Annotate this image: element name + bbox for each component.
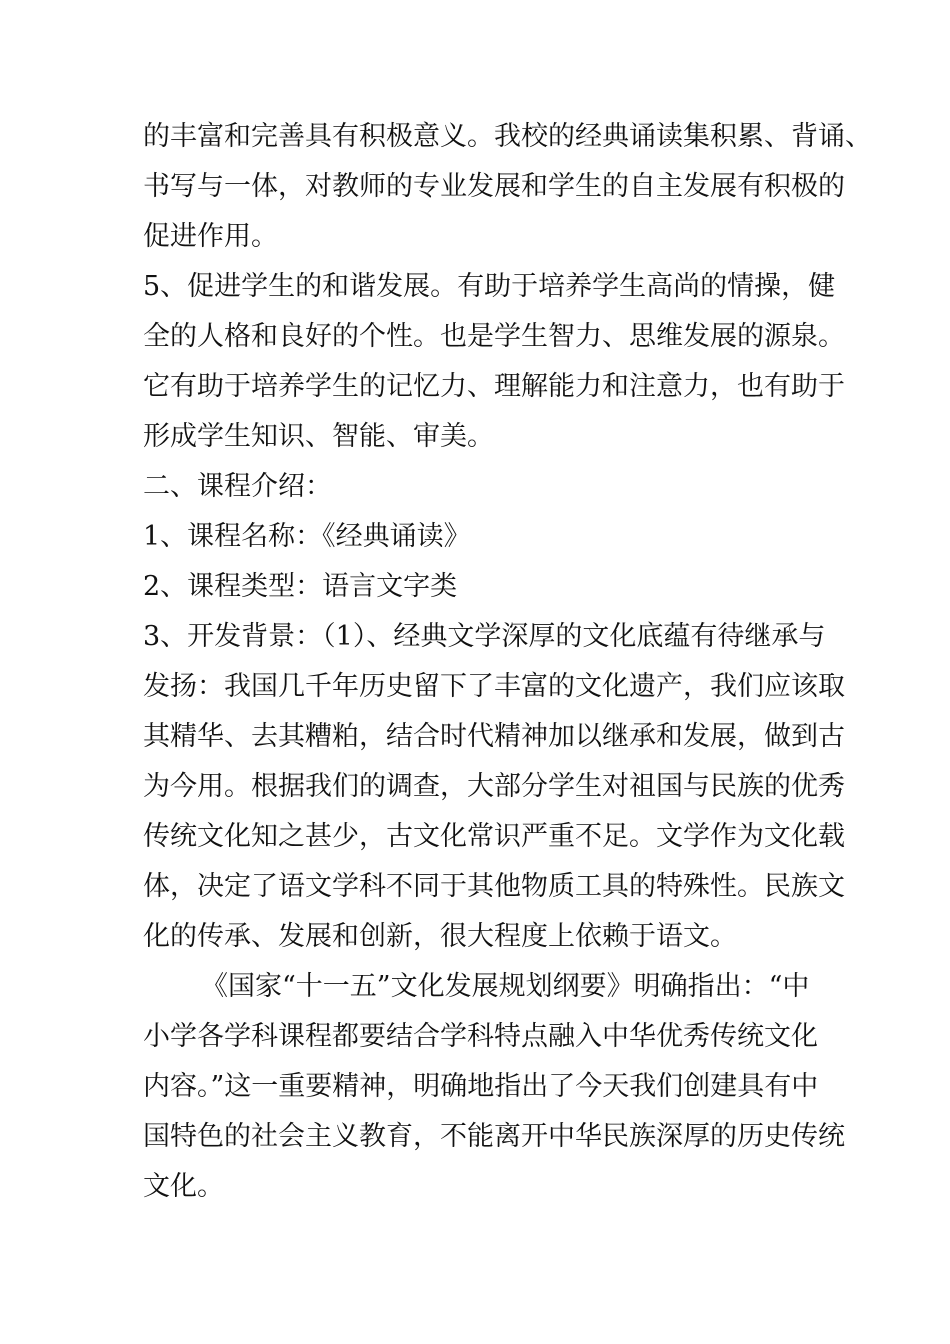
text-line: 文化。 bbox=[143, 1171, 224, 1202]
text-line: 2、课程类型：语言文字类 bbox=[143, 571, 458, 602]
text-line: 《国家“十一五”文化发展规划纲要》明确指出：“中 bbox=[201, 971, 810, 1002]
text-line: 它有助于培养学生的记忆力、理解能力和注意力，也有助于 bbox=[143, 371, 845, 402]
text-line: 国特色的社会主义教育，不能离开中华民族深厚的历史传统 bbox=[143, 1121, 845, 1152]
text-line: 5、促进学生的和谐发展。有助于培养学生高尚的情操，健 bbox=[143, 271, 836, 302]
text-line: 其精华、去其糟粕，结合时代精神加以继承和发展，做到古 bbox=[143, 721, 845, 752]
text-line: 小学各学科课程都要结合学科特点融入中华优秀传统文化 bbox=[143, 1021, 818, 1052]
text-line: 3、开发背景：（1）、经典文学深厚的文化底蕴有待继承与 bbox=[143, 621, 826, 652]
text-line: 体，决定了语文学科不同于其他物质工具的特殊性。民族文 bbox=[143, 871, 845, 902]
text-line: 促进作用。 bbox=[143, 221, 278, 252]
text-line: 传统文化知之甚少，古文化常识严重不足。文学作为文化载 bbox=[143, 821, 845, 852]
text-line: 形成学生知识、智能、审美。 bbox=[143, 421, 494, 452]
text-line: 发扬：我国几千年历史留下了丰富的文化遗产，我们应该取 bbox=[143, 671, 845, 702]
text-line: 化的传承、发展和创新，很大程度上依赖于语文。 bbox=[143, 921, 737, 952]
text-line: 书写与一体，对教师的专业发展和学生的自主发展有积极的 bbox=[143, 171, 845, 202]
text-line: 内容。”这一重要精神，明确地指出了今天我们创建具有中 bbox=[143, 1071, 819, 1102]
text-line: 的丰富和完善具有积极意义。我校的经典诵读集积累、背诵、 bbox=[143, 121, 872, 152]
text-line: 1、课程名称：《经典诵读》 bbox=[143, 521, 471, 552]
text-line: 为今用。根据我们的调查，大部分学生对祖国与民族的优秀 bbox=[143, 771, 845, 802]
text-line: 全的人格和良好的个性。也是学生智力、思维发展的源泉。 bbox=[143, 321, 845, 352]
section-heading: 二、课程介绍： bbox=[143, 471, 332, 502]
document-body bbox=[143, 112, 872, 1212]
